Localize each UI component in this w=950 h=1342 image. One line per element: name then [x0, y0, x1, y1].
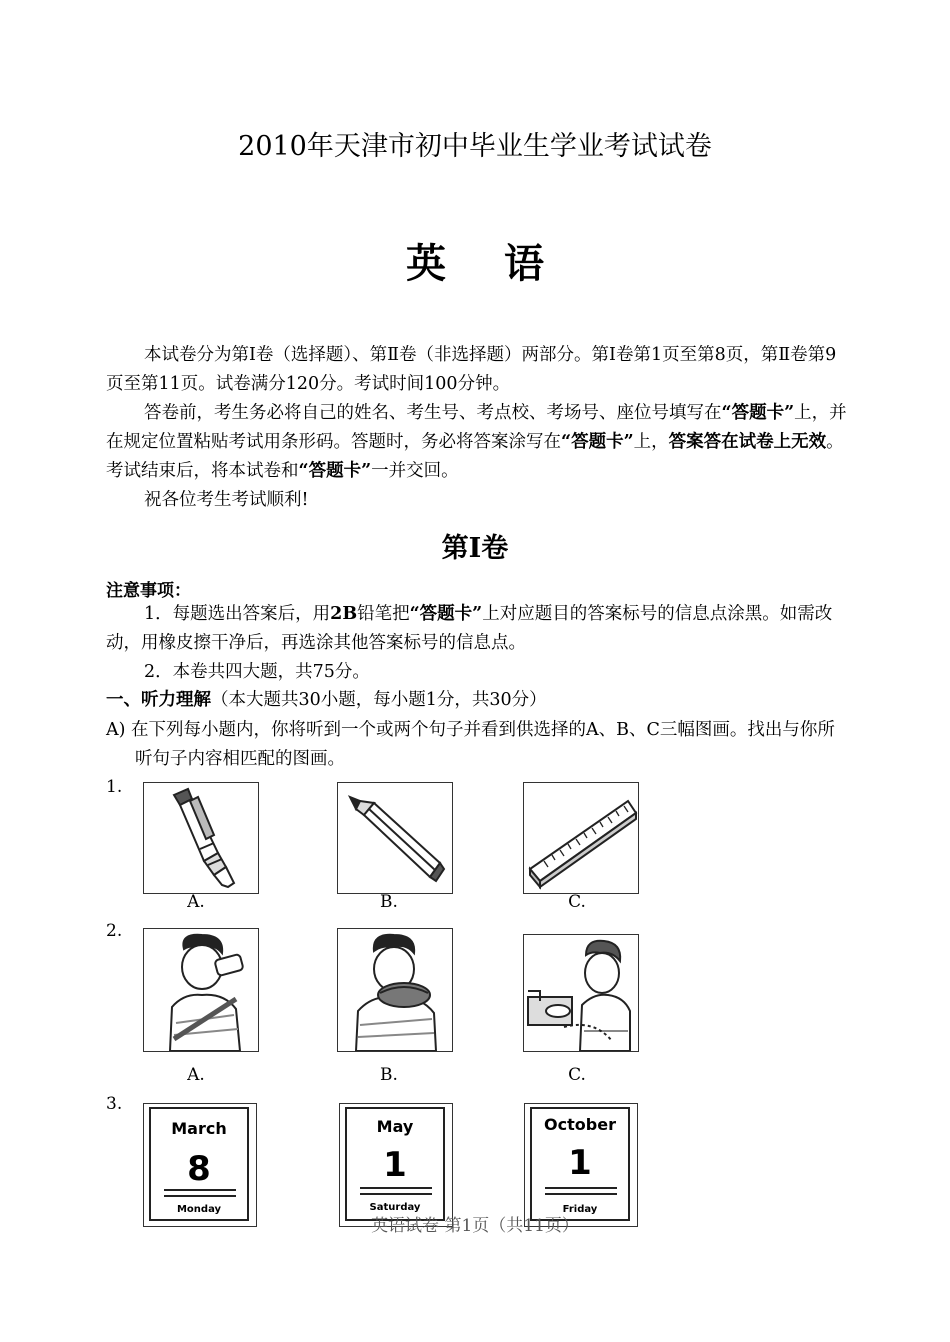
boy-drinking-icon	[143, 928, 259, 1052]
calendar-day: 1	[568, 1143, 592, 1183]
pencil-icon	[337, 782, 453, 894]
calendar-month: March	[171, 1119, 227, 1138]
calendar-day: 1	[383, 1145, 407, 1185]
calendar-month: May	[376, 1117, 414, 1136]
pen-icon	[143, 782, 259, 894]
option-b-label: B.	[380, 1065, 398, 1085]
question-number: 2.	[106, 921, 123, 941]
part-one-title: 第Ⅰ卷	[441, 533, 509, 564]
section-listening: 一、听力理解（本大题共30小题，每小题1分，共30分）	[106, 690, 547, 710]
question-number: 1.	[106, 777, 123, 797]
boy-washing-hands-icon	[523, 934, 639, 1052]
option-b-label: B.	[380, 892, 398, 912]
intro-paragraph-1: 本试卷分为第Ⅰ卷（选择题）、第Ⅱ卷（非选择题）两部分。第Ⅰ卷第1页至第8页，第Ⅱ卷第9页至第11页。试卷满分120分。考试时间100分钟。	[106, 345, 837, 394]
option-a-label: A.	[187, 892, 205, 912]
calendar-month: October	[544, 1115, 616, 1134]
calendar-weekday: Saturday	[369, 1202, 421, 1213]
exam-title: 2010年天津市初中毕业生学业考试试卷	[238, 131, 712, 162]
ruler-icon	[523, 782, 639, 894]
notice-item-2: 2．本卷共四大题，共75分。	[144, 662, 370, 682]
calendar-may-icon	[339, 1103, 453, 1227]
calendar-weekday: Friday	[562, 1204, 598, 1215]
option-a-label: A.	[187, 1065, 205, 1085]
intro-paragraph-2: 答卷前，考生务必将自己的姓名、考生号、考点校、考场号、座位号填写在“答题卡”上，并在规定位置粘贴考试用条形码。答题时，务必将答案涂写在“答题卡”上，答案答在试卷上无效。考试结束后，将本试卷和“答题卡”一并交回。	[106, 403, 847, 481]
section-a-instructions: A) 在下列每小题内，你将听到一个或两个句子并看到供选择的A、B、C三幅图画。找出与你所听句子内容相匹配的图画。	[106, 720, 835, 769]
subject-title: 英 语	[406, 240, 566, 287]
boy-eating-icon	[337, 928, 453, 1052]
question-number: 3.	[106, 1094, 123, 1114]
notice-item-1: 1．每题选出答案后，用2B铅笔把“答题卡”上对应题目的答案标号的信息点涂黑。如需改动，用橡皮擦干净后，再选涂其他答案标号的信息点。	[106, 604, 833, 653]
calendar-march-icon	[143, 1103, 257, 1227]
intro-paragraph-3: 祝各位考生考试顺利!	[144, 490, 309, 510]
calendar-october-icon	[524, 1103, 638, 1227]
calendar-weekday: Monday	[176, 1204, 222, 1215]
calendar-day: 8	[187, 1149, 211, 1189]
option-c-label: C.	[568, 892, 586, 912]
notice-label: 注意事项：	[106, 581, 191, 601]
page-footer: 英语试卷 第1页（共11页）	[371, 1216, 579, 1236]
option-c-label: C.	[568, 1065, 586, 1085]
